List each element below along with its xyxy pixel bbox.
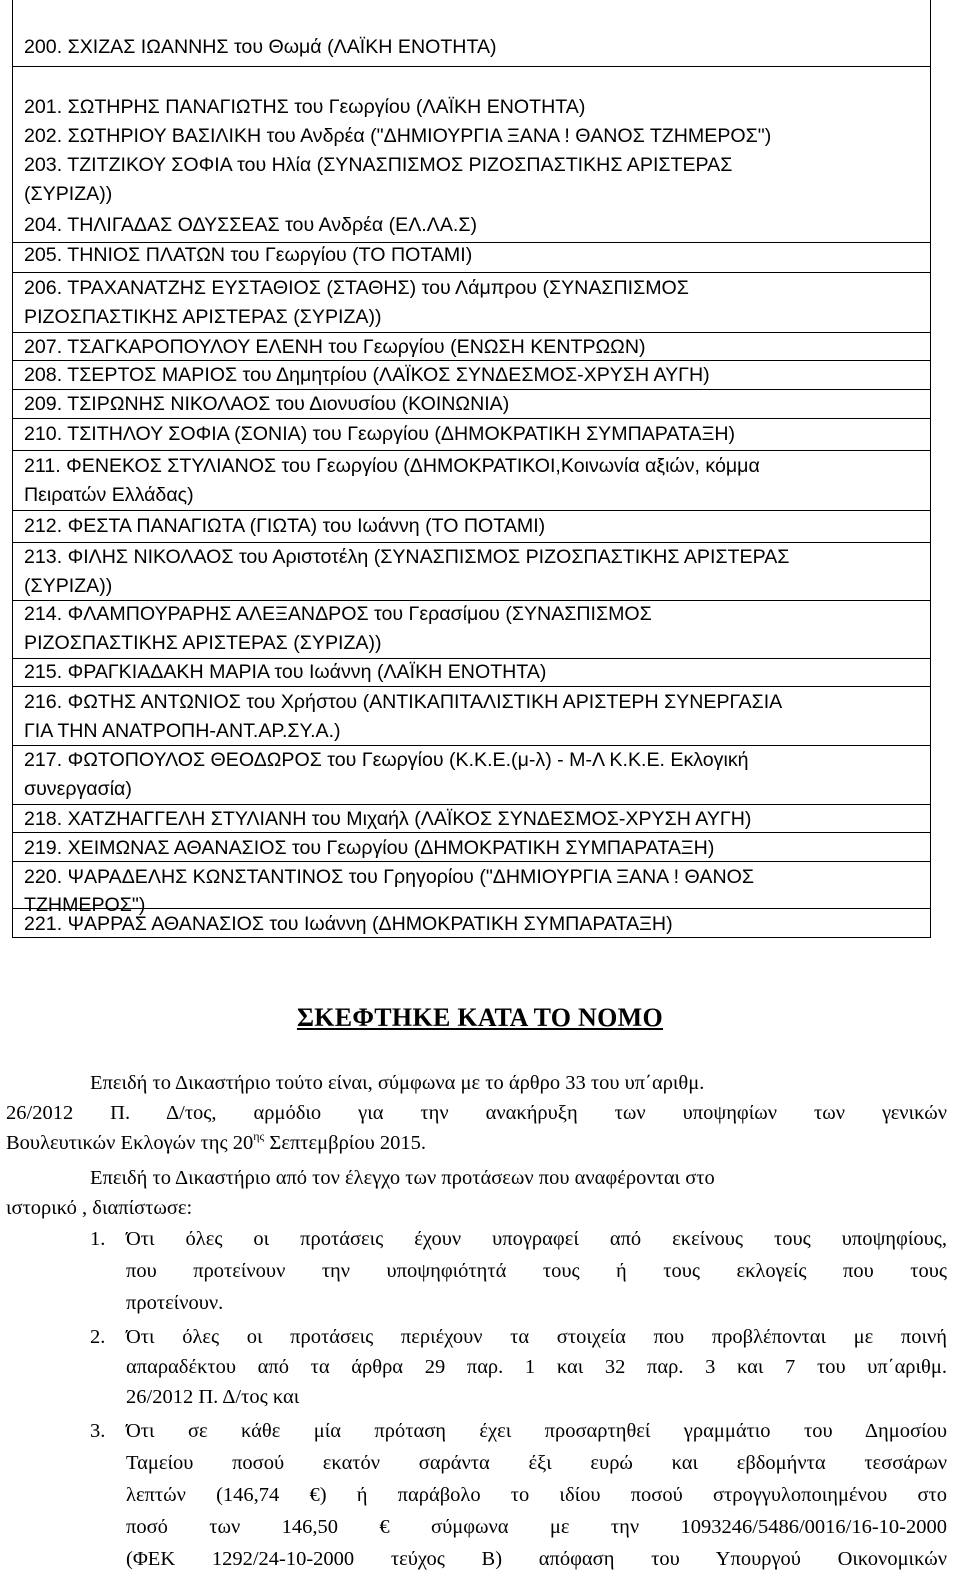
finding-3-line1: Ότι σε κάθε μία πρόταση έχει προσαρτηθεί γραμμάτιο του Δημοσίου: [126, 1420, 947, 1442]
row-divider: [12, 242, 931, 243]
candidate-entry-216-cont: ΓΙΑ ΤΗΝ ΑΝΑΤΡΟΠΗ-ΑΝΤ.ΑΡ.ΣΥ.Α.): [24, 720, 341, 742]
candidate-entry-205: 205. ΤΗΝΙΟΣ ΠΛΑΤΩΝ του Γεωργίου (ΤΟ ΠΟΤΑΜΙ): [24, 244, 473, 266]
candidate-entry-211-cont: Πειρατών Ελλάδας): [24, 484, 194, 506]
candidate-entry-209: 209. ΤΣΙΡΩΝΗΣ ΝΙΚΟΛΑΟΣ του Διονυσίου (ΚΟΙΝΩΝΙΑ): [24, 393, 510, 415]
candidate-entry-203: 203. ΤΖΙΤΖΙΚΟΥ ΣΟΦΙΑ του Ηλία (ΣΥΝΑΣΠΙΣΜΟΣ ΡΙΖΟΣΠΑΣΤΙΚΗΣ ΑΡΙΣΤΕΡΑΣ: [24, 154, 733, 176]
finding-3-line5: (ΦΕΚ 1292/24-10-2000 τεύχος Β) απόφαση του Υπουργού Οικονομικών: [126, 1548, 947, 1570]
row-divider: [12, 861, 931, 862]
candidate-entry-206-cont: ΡΙΖΟΣΠΑΣΤΙΚΗΣ ΑΡΙΣΤΕΡΑΣ (ΣΥΡΙΖΑ)): [24, 306, 382, 328]
candidate-entry-217: 217. ΦΩΤΟΠΟΥΛΟΣ ΘΕΟΔΩΡΟΣ του Γεωργίου (Κ.Κ.Ε.(μ-λ) - Μ-Λ Κ.Κ.Ε. Εκλογική: [24, 749, 749, 771]
finding-2-line1: Ότι όλες οι προτάσεις περιέχουν τα στοιχεία που προβλέπονται με ποινή: [126, 1326, 947, 1348]
candidate-entry-213-cont: (ΣΥΡΙΖΑ)): [24, 575, 113, 597]
row-divider: [12, 542, 931, 543]
candidate-entry-219: 219. ΧΕΙΜΩΝΑΣ ΑΘΑΝΑΣΙΟΣ του Γεωργίου (ΔΗΜΟΚΡΑΤΙΚΗ ΣΥΜΠΑΡΑΤΑΞΗ): [24, 837, 715, 859]
candidate-entry-214: 214. ΦΛΑΜΠΟΥΡΑΡΗΣ ΑΛΕΞΑΝΔΡΟΣ του Γερασίμου (ΣΥΝΑΣΠΙΣΜΟΣ: [24, 603, 652, 625]
candidate-entry-211: 211. ΦΕΝΕΚΟΣ ΣΤΥΛΙΑΝΟΣ του Γεωργίου (ΔΗΜΟΚΡΑΤΙΚΟΙ,Κοινωνία αξιών, κόμμα: [24, 455, 760, 477]
candidate-entry-217-cont: συνεργασία): [24, 778, 132, 800]
candidate-entry-210: 210. ΤΣΙΤΗΛΟΥ ΣΟΦΙΑ (ΣΟΝΙΑ) του Γεωργίου (ΔΗΜΟΚΡΑΤΙΚΗ ΣΥΜΠΑΡΑΤΑΞΗ): [24, 423, 736, 445]
row-divider: [12, 66, 931, 67]
para1-line3-sup: ης: [253, 1129, 265, 1143]
finding-3-line3: λεπτών (146,74 €) ή παράβολο το ιδίου ποσού στρογγυλοποιημένου στο: [126, 1484, 947, 1506]
finding-1-line3: προτείνουν.: [126, 1292, 224, 1314]
finding-number-1: 1.: [90, 1228, 106, 1250]
finding-3-line4: ποσό των 146,50 € σύμφωνα με την 1093246/5486/0016/16-10-2000: [126, 1516, 947, 1538]
candidate-entry-218: 218. ΧΑΤΖΗΑΓΓΕΛΗ ΣΤΥΛΙΑΝΗ του Μιχαήλ (ΛΑΪΚΟΣ ΣΥΝΔΕΣΜΟΣ-ΧΡΥΣΗ ΑΥΓΗ): [24, 808, 752, 830]
row-divider: [12, 272, 931, 273]
para2-line1: Επειδή το Δικαστήριο από τον έλεγχο των προτάσεων που αναφέρονται στο: [90, 1167, 715, 1189]
candidate-entry-208: 208. ΤΣΕΡΤΟΣ ΜΑΡΙΟΣ του Δημητρίου (ΛΑΪΚΟΣ ΣΥΝΔΕΣΜΟΣ-ΧΡΥΣΗ ΑΥΓΗ): [24, 364, 710, 386]
section-heading: ΣΚΕΦΤΗΚΕ ΚΑΤΑ ΤΟ ΝΟΜΟ: [296, 1003, 664, 1032]
candidate-entry-220-cont: ΤΖΗΜΕΡΟΣ"): [24, 894, 146, 916]
para2-line2: ιστορικό , διαπίστωσε:: [6, 1197, 193, 1219]
row-divider: [12, 389, 931, 390]
candidate-entry-214-cont: ΡΙΖΟΣΠΑΣΤΙΚΗΣ ΑΡΙΣΤΕΡΑΣ (ΣΥΡΙΖΑ)): [24, 632, 382, 654]
row-divider: [12, 360, 931, 361]
candidate-entry-212: 212. ΦΕΣΤΑ ΠΑΝΑΓΙΩΤΑ (ΓΙΩΤΑ) του Ιωάννη (ΤΟ ΠΟΤΑΜΙ): [24, 515, 546, 537]
para1-line3-b: Σεπτεμβρίου 2015.: [264, 1132, 426, 1154]
candidate-entry-216: 216. ΦΩΤΗΣ ΑΝΤΩΝΙΟΣ του Χρήστου (ΑΝΤΙΚΑΠΙΤΑΛΙΣΤΙΚΗ ΑΡΙΣΤΕΡΗ ΣΥΝΕΡΓΑΣΙΑ: [24, 691, 783, 713]
candidate-entry-201: 201. ΣΩΤΗΡΗΣ ΠΑΝΑΓΙΩΤΗΣ του Γεωργίου (ΛΑΪΚΗ ΕΝΟΤΗΤΑ): [24, 96, 586, 118]
candidate-entry-202: 202. ΣΩΤΗΡΙΟΥ ΒΑΣΙΛΙΚΗ του Ανδρέα ("ΔΗΜΙΟΥΡΓΙΑ ΞΑΝΑ ! ΘΑΝΟΣ ΤΖΗΜΕΡΟΣ"): [24, 125, 772, 147]
finding-1-line1: Ότι όλες οι προτάσεις έχουν υπογραφεί από εκείνους τους υποψηφίους,: [126, 1228, 947, 1250]
row-divider: [12, 832, 931, 833]
finding-2-line3: 26/2012 Π. Δ/τος και: [126, 1386, 300, 1408]
para1-line3-a: Βουλευτικών Εκλογών της 20: [6, 1132, 254, 1154]
finding-number-2: 2.: [90, 1326, 106, 1348]
candidate-entry-200: 200. ΣΧΙΖΑΣ ΙΩΑΝΝΗΣ του Θωμά (ΛΑΪΚΗ ΕΝΟΤΗΤΑ): [24, 36, 497, 58]
finding-3-line2: Ταμείου ποσού εκατόν σαράντα έξι ευρώ και εβδομήντα τεσσάρων: [126, 1452, 947, 1474]
row-divider: [12, 908, 931, 909]
para1-line1: Επειδή το Δικαστήριο τούτο είναι, σύμφωνα με το άρθρο 33 του υπ΄αριθμ.: [90, 1072, 705, 1094]
row-divider: [12, 332, 931, 333]
candidate-entry-206: 206. ΤΡΑΧΑΝΑΤΖΗΣ ΕΥΣΤΑΘΙΟΣ (ΣΤΑΘΗΣ) του Λάμπρου (ΣΥΝΑΣΠΙΣΜΟΣ: [24, 277, 689, 299]
row-divider: [12, 804, 931, 805]
para1-line2: 26/2012 Π. Δ/τος, αρμόδιο για την ανακήρυξη των υποψηφίων των γενικών: [6, 1102, 947, 1124]
para1-line3: [6, 1128, 426, 1158]
row-divider: [12, 686, 931, 687]
candidate-entry-207: 207. ΤΣΑΓΚΑΡΟΠΟΥΛΟΥ ΕΛΕΝΗ του Γεωργίου (ΕΝΩΣΗ ΚΕΝΤΡΩΩΝ): [24, 336, 646, 358]
finding-number-3: 3.: [90, 1420, 106, 1442]
row-divider: [12, 745, 931, 746]
row-divider: [12, 510, 931, 511]
row-divider: [12, 658, 931, 659]
finding-1-line2: που προτείνουν την υποψηφιότητά τους ή τους εκλογείς που τους: [126, 1260, 947, 1282]
candidate-entry-215: 215. ΦΡΑΓΚΙΑΔΑΚΗ ΜΑΡΙΑ του Ιωάννη (ΛΑΪΚΗ ΕΝΟΤΗΤΑ): [24, 661, 547, 683]
candidate-entry-203-cont: (ΣΥΡΙΖΑ)): [24, 183, 113, 205]
candidate-entry-221: 221. ΨΑΡΡΑΣ ΑΘΑΝΑΣΙΟΣ του Ιωάννη (ΔΗΜΟΚΡΑΤΙΚΗ ΣΥΜΠΑΡΑΤΑΞΗ): [24, 913, 673, 935]
finding-2-line2: απαραδέκτου από τα άρθρα 29 παρ. 1 και 32 παρ. 3 και 7 του υπ΄αριθμ.: [126, 1356, 947, 1378]
candidate-entry-213: 213. ΦΙΛΗΣ ΝΙΚΟΛΑΟΣ του Αριστοτέλη (ΣΥΝΑΣΠΙΣΜΟΣ ΡΙΖΟΣΠΑΣΤΙΚΗΣ ΑΡΙΣΤΕΡΑΣ: [24, 546, 790, 568]
row-divider: [12, 600, 931, 601]
candidate-entry-204: 204. ΤΗΛΙΓΑΔΑΣ ΟΔΥΣΣΕΑΣ του Ανδρέα (ΕΛ.ΛΑ.Σ): [24, 214, 477, 236]
row-divider: [12, 418, 931, 419]
candidate-entry-220: 220. ΨΑΡΑΔΕΛΗΣ ΚΩΝΣΤΑΝΤΙΝΟΣ του Γρηγορίου ("ΔΗΜΙΟΥΡΓΙΑ ΞΑΝΑ ! ΘΑΝΟΣ: [24, 866, 754, 888]
row-divider: [12, 450, 931, 451]
